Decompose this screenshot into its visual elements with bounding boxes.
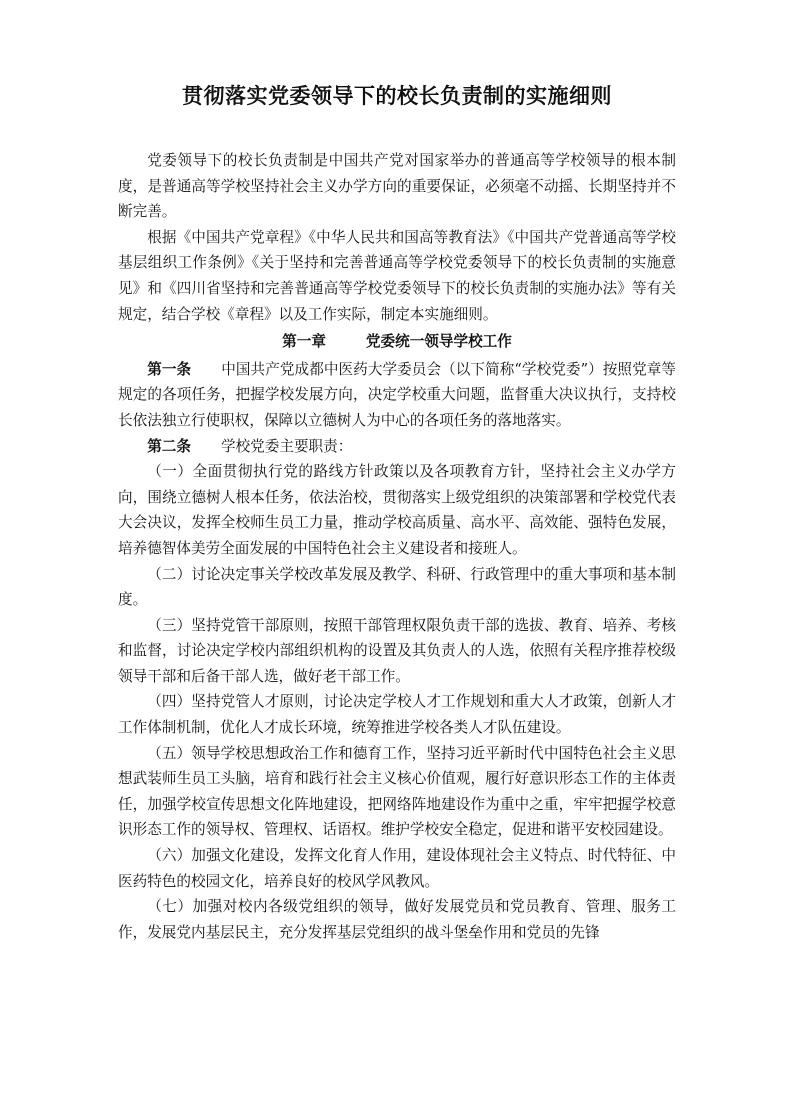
article-2-item-7: （七）加强对校内各级党组织的领导，做好发展党员和党员教育、管理、服务工作，发展党内基层民主，充分发挥基层党组织的战斗堡垒作用和党员的先锋 bbox=[118, 898, 676, 941]
article-2-label: 第二条 bbox=[147, 437, 191, 455]
chapter-number: 第一章 bbox=[282, 333, 326, 351]
preamble-paragraph-2: 根据《中国共产党章程》《中华人民共和国高等教育法》《中国共产党普通高等学校基层组织工作条例》《关于坚持和完善普通高等学校党委领导下的校长负责制的实施意见》和《四川省坚持和完善普通高等学校党委领导下的校长负责制的实施办法》等有关规定，结合学校《章程》以及工作实际，制定本实施细则。 bbox=[118, 228, 676, 323]
article-2 bbox=[118, 434, 676, 460]
chapter-heading bbox=[118, 329, 676, 355]
article-1-text: 中国共产党成都中医药大学委员会（以下简称“学校党委”）按照党章等规定的各项任务，把握学校发展方向，决定学校重大问题，监督重大决议执行，支持校长依法独立行使职权，保障以立德树人为中心的各项任务的落地落实。 bbox=[118, 360, 676, 429]
article-2-item-5: （五）领导学校思想政治工作和德育工作，坚持习近平新时代中国特色社会主义思想武装师生员工头脑，培育和践行社会主义核心价值观，履行好意识形态工作的主体责任，加强学校宣传思想文化阵地建设，把网络阵地建设作为重中之重，牢牢把握学校意识形态工作的领导权、管理权、话语权。维护学校安全稳定，促进和谐平安校园建设。 bbox=[118, 744, 676, 839]
chapter-title: 党委统一领导学校工作 bbox=[365, 333, 512, 351]
document-title: 贯彻落实党委领导下的校长负责制的实施细则 bbox=[182, 83, 612, 108]
article-1 bbox=[118, 357, 676, 434]
article-1-label: 第一条 bbox=[147, 360, 192, 378]
article-2-text: 学校党委主要职责： bbox=[220, 437, 353, 455]
article-2-item-3: （三）坚持党管干部原则，按照干部管理权限负责干部的选拔、教育、培养、考核和监督，讨论决定学校内部组织机构的设置及其负责人的人选，依照有关程序推荐校级领导干部和后备干部人选，做好老干部工作。 bbox=[118, 616, 676, 685]
preamble-paragraph-1: 党委领导下的校长负责制是中国共产党对国家举办的普通高等学校领导的根本制度，是普通高等学校坚持社会主义办学方向的重要保证，必须毫不动摇、长期坚持并不断完善。 bbox=[118, 152, 676, 221]
article-2-item-6: （六）加强文化建设，发挥文化育人作用，建设体现社会主义特点、时代特征、中医药特色的校园文化，培养良好的校风学风教风。 bbox=[118, 847, 676, 890]
article-2-item-4: （四）坚持党管人才原则，讨论决定学校人才工作规划和重大人才政策，创新人才工作体制机制，优化人才成长环境，统筹推进学校各类人才队伍建设。 bbox=[118, 693, 676, 737]
article-2-item-2: （二）讨论决定事关学校改革发展及教学、科研、行政管理中的重大事项和基本制度。 bbox=[118, 565, 676, 609]
article-2-item-1: （一）全面贯彻执行党的路线方针政策以及各项教育方针，坚持社会主义办学方向，围绕立德树人根本任务，依法治校，贯彻落实上级党组织的决策部署和学校党代表大会决议，发挥全校师生员工力量，推动学校高质量、高水平、高效能、强特色发展，培养德智体美劳全面发展的中国特色社会主义建设者和接班人。 bbox=[118, 463, 676, 557]
